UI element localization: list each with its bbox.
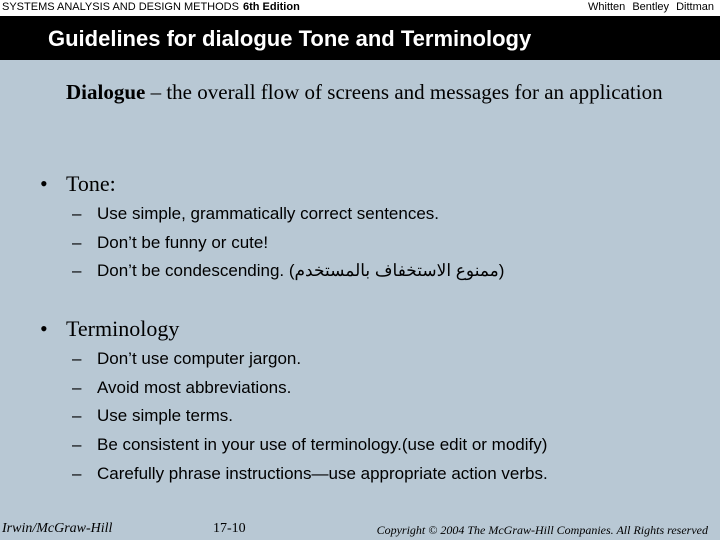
slide-title: Guidelines for dialogue Tone and Terminology <box>48 26 532 51</box>
list-item <box>72 345 548 374</box>
authors: Whitten Bentley Dittman <box>588 1 714 13</box>
footer-page-number: 17-10 <box>213 521 246 536</box>
list-item-text: Use simple terms. <box>97 406 234 426</box>
book-title-group <box>2 0 300 14</box>
edition-label: 6th Edition <box>242 1 300 13</box>
section-heading-terminology: Terminology <box>66 316 180 341</box>
list-item-text: Use simple, grammatically correct sentences. <box>97 204 440 223</box>
bullet-icon: • <box>40 171 48 196</box>
dash-icon: – <box>72 463 82 483</box>
dash-icon: – <box>72 435 82 455</box>
intro-text: – the overall flow of screens and messages for an application <box>145 80 663 104</box>
header-bar <box>0 0 720 16</box>
list-item <box>72 431 548 460</box>
intro-definition <box>66 78 666 107</box>
footer-copyright: Copyright © 2004 The McGraw-Hill Companies. All Rights reserved <box>376 523 708 537</box>
list-item <box>72 229 504 258</box>
section-tone <box>40 171 116 197</box>
list-item-text: Don’t be funny or cute! <box>97 232 269 252</box>
list-item-text: Avoid most abbreviations. <box>97 377 292 397</box>
list-item <box>72 402 548 431</box>
list-item <box>72 374 548 403</box>
list-item-text: Be consistent in your use of terminology.(use edit or modify) <box>97 435 548 455</box>
footer-publisher: Irwin/McGraw-Hill <box>2 521 113 536</box>
terminology-list <box>72 345 548 489</box>
list-item <box>72 460 548 489</box>
list-item <box>72 200 504 229</box>
book-title: SYSTEMS ANALYSIS AND DESIGN METHODS <box>2 1 239 13</box>
dash-icon: – <box>72 377 82 397</box>
list-item-text: Don’t be condescending. (ممنوع الاستخفاف بالمستخدم) <box>97 261 505 281</box>
dash-icon: – <box>72 349 82 368</box>
dash-icon: – <box>72 204 82 223</box>
list-item <box>72 257 504 286</box>
dash-icon: – <box>72 406 82 426</box>
bullet-icon: • <box>40 316 48 341</box>
dash-icon: – <box>72 261 82 281</box>
title-bar <box>0 16 720 60</box>
intro-term: Dialogue <box>66 80 146 104</box>
list-item-text: Don’t use computer jargon. <box>97 349 302 368</box>
dash-icon: – <box>72 232 82 252</box>
section-heading-tone: Tone: <box>66 171 116 196</box>
section-terminology <box>40 316 179 342</box>
list-item-text: Carefully phrase instructions—use appropriate action verbs. <box>97 463 548 483</box>
tone-list <box>72 200 504 286</box>
